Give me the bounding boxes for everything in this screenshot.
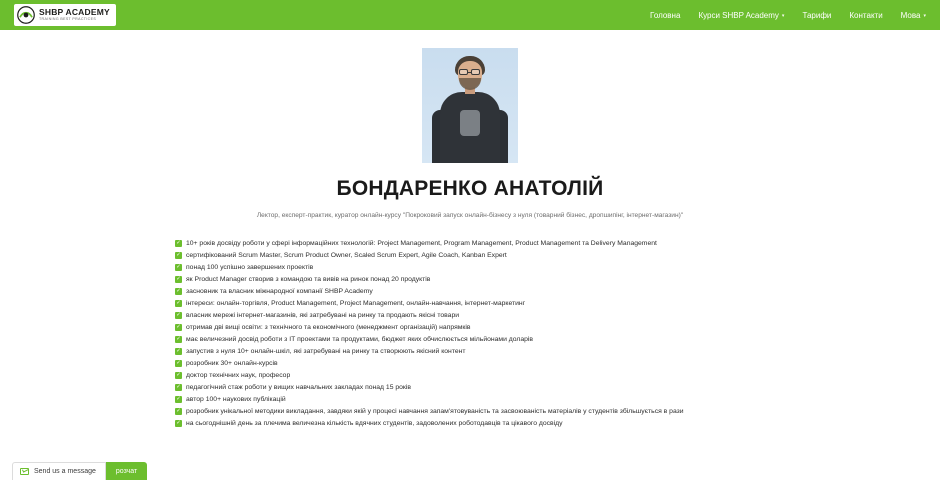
list-item	[175, 346, 765, 357]
chevron-down-icon: ▾	[781, 12, 785, 19]
list-item-text: педагогічний стаж роботи у вищих навчальних закладах понад 15 років	[186, 383, 412, 391]
chat-tab-button[interactable]	[106, 462, 147, 480]
list-item	[175, 334, 765, 345]
list-item	[175, 394, 765, 405]
list-item-text: на сьогоднішній день за плечима величезна кількість вдячних студентів, задоволених роботодавців та цікавого досвіду	[186, 419, 563, 427]
nav-item-courses-label: Курси SHBP Academy	[698, 10, 779, 20]
nav-item-contacts[interactable]	[849, 11, 882, 20]
list-item	[175, 310, 765, 321]
check-icon: ✓	[176, 299, 181, 306]
shbp-logo-icon	[17, 6, 35, 24]
main-content	[0, 30, 940, 429]
nav-item-home[interactable]	[650, 11, 680, 20]
page-subtitle: Лектор, експерт-практик, куратор онлайн-курсу "Покроковий запуск онлайн-бізнесу з нуля (товарний бізнес, дропшипінг, інтернет-магазин)"	[256, 212, 684, 219]
list-item	[175, 418, 765, 429]
check-icon: ✓	[176, 275, 181, 282]
check-icon: ✓	[176, 419, 181, 426]
list-item	[175, 286, 765, 297]
nav-item-home-label: Головна	[650, 10, 681, 20]
list-item	[175, 298, 765, 309]
check-icon: ✓	[176, 239, 181, 246]
chat-widget[interactable]	[12, 462, 147, 480]
portrait-photo	[422, 48, 518, 163]
site-logo[interactable]	[14, 4, 116, 26]
site-header	[0, 0, 940, 30]
check-icon: ✓	[176, 407, 181, 414]
portrait-glasses-left	[459, 69, 468, 75]
chat-message-label: Send us a message	[34, 468, 96, 475]
check-icon: ✓	[176, 251, 181, 258]
nav-item-pricing-label: Тарифи	[802, 10, 832, 20]
list-item-text: запустив з нуля 10+ онлайн-шкіл, які затребувані на ринку та створюють якісний контент	[186, 347, 466, 355]
check-icon: ✓	[176, 347, 181, 354]
list-item-text: отримав дві вищі освіти: з технічного та економічного (менеджмент організацій) напрямків	[186, 323, 471, 331]
list-item	[175, 382, 765, 393]
list-item	[175, 262, 765, 273]
envelope-icon	[20, 468, 29, 475]
list-item-text: власник мережі інтернет-магазинів, які затребувані на ринку та продають якісні товари	[186, 311, 460, 319]
nav-item-courses[interactable]	[698, 11, 784, 20]
nav-item-language-label: Мова	[900, 10, 921, 20]
list-item-text: як Product Manager створив з командою та вивів на ринок понад 20 продуктів	[186, 275, 431, 283]
credentials-list	[175, 238, 765, 429]
chat-tab-label: розчат	[115, 467, 138, 475]
main-nav	[650, 11, 926, 20]
list-item	[175, 274, 765, 285]
check-icon: ✓	[176, 323, 181, 330]
check-icon: ✓	[176, 371, 181, 378]
check-icon: ✓	[176, 395, 181, 402]
list-item-text: інтереси: онлайн-торгівля, Product Management, Project Management, онлайн-навчання, інтернет-маркетинг	[186, 299, 526, 307]
list-item-text: розробник 30+ онлайн-курсів	[186, 359, 278, 367]
portrait-glasses-right	[471, 69, 480, 75]
logo-subtitle: TRAINING BEST PRACTICES	[39, 17, 97, 22]
portrait-wrapper	[0, 48, 940, 163]
nav-item-pricing[interactable]	[802, 11, 831, 20]
check-icon: ✓	[176, 311, 181, 318]
list-item	[175, 322, 765, 333]
list-item-text: автор 100+ наукових публікацій	[186, 395, 286, 403]
check-icon: ✓	[176, 263, 181, 270]
list-item	[175, 370, 765, 381]
check-icon: ✓	[176, 359, 181, 366]
list-item-text: доктор технічних наук, професор	[186, 371, 291, 379]
portrait-shirt-print	[460, 110, 480, 136]
portrait-beard	[459, 78, 481, 90]
list-item-text: має величезний досвід роботи з ІТ проектами та продуктами, бюджет яких обчислюється мільйонами доларів	[186, 335, 534, 343]
check-icon: ✓	[176, 383, 181, 390]
logo-title: SHBP ACADEMY	[39, 7, 110, 18]
chat-message-button[interactable]	[12, 462, 106, 480]
list-item-text: засновник та власник міжнародної компанії SHBP Academy	[186, 287, 373, 295]
list-item	[175, 250, 765, 261]
list-item	[175, 406, 765, 417]
chevron-down-icon: ▾	[923, 12, 926, 19]
nav-item-contacts-label: Контакти	[849, 10, 883, 20]
page-title: БОНДАРЕНКО АНАТОЛІЙ	[336, 177, 604, 200]
list-item-text: розробник унікальної методики викладання, завдяки якій у процесі навчання запам'ятовуваність та засвоюваність матеріалів у студентів збільшується в рази	[186, 407, 684, 415]
check-icon: ✓	[176, 287, 181, 294]
nav-item-language[interactable]	[901, 11, 926, 20]
list-item-text: сертифікований Scrum Master, Scrum Product Owner, Scaled Scrum Expert, Agile Coach, Kanban Expert	[186, 251, 507, 259]
list-item	[175, 358, 765, 369]
check-icon: ✓	[176, 335, 181, 342]
portrait-glasses-bridge	[468, 72, 471, 73]
list-item-text: понад 100 успішно завершених проектів	[186, 263, 314, 271]
list-item	[175, 238, 765, 249]
list-item-text: 10+ років досвіду роботи у сфері інформаційних технологій: Project Management, Program Management, Product Management та Delivery Management	[186, 239, 657, 247]
